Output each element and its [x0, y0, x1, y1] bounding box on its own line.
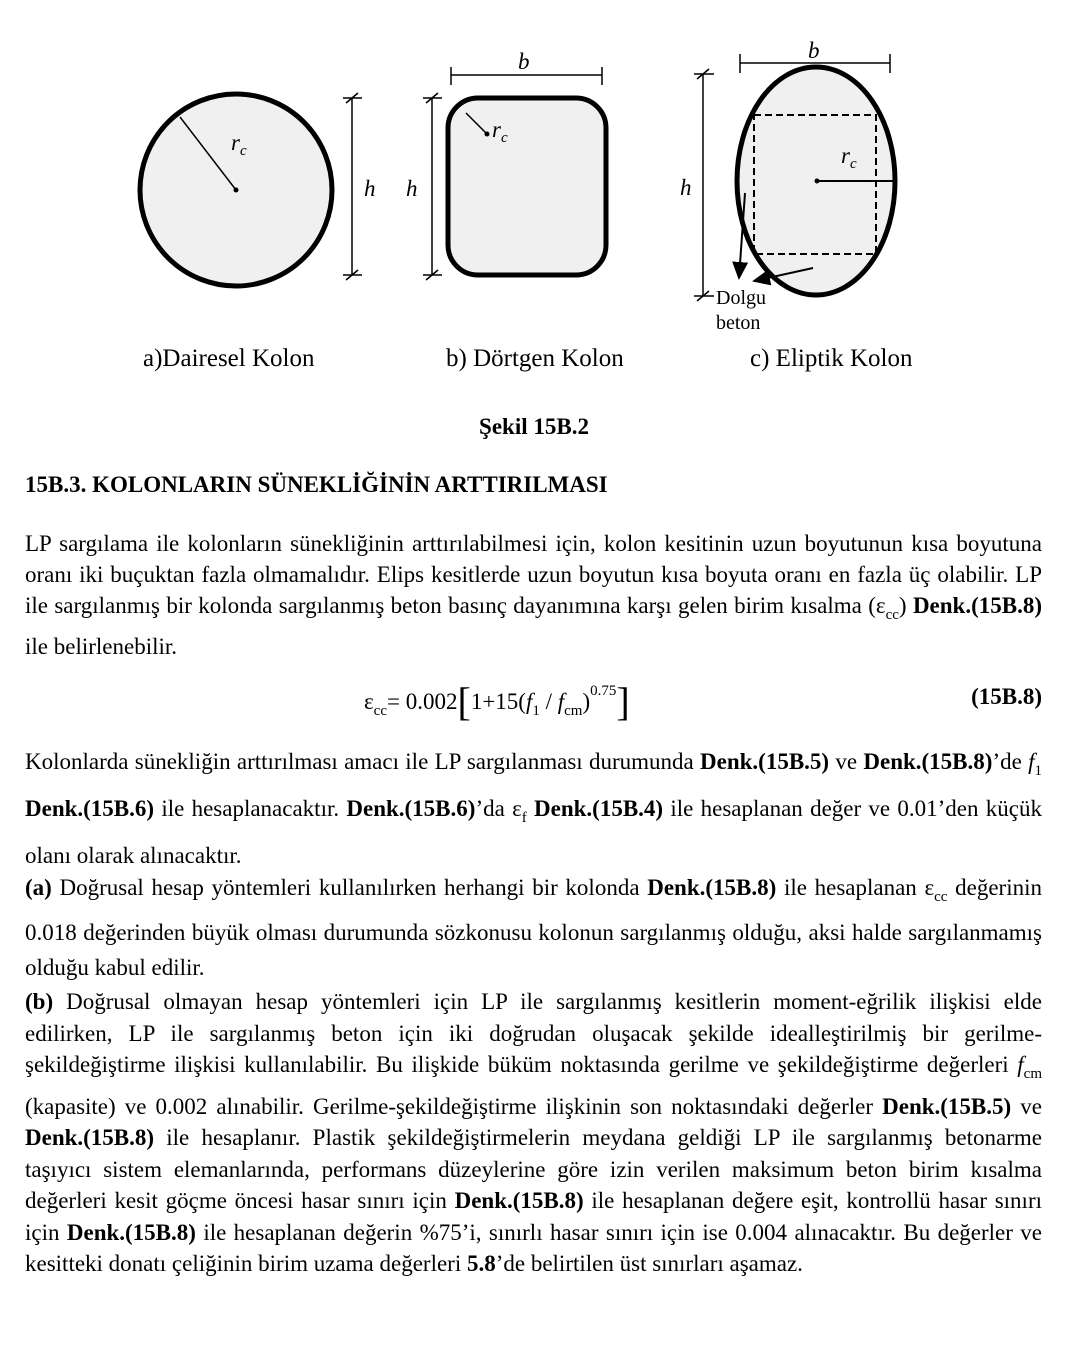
paragraph-linear-methods: (a) Doğrusal hesap yöntemleri kullanılırken herhangi bir kolonda Denk.(15B.8) ile hesaplanan $\varepsilon_{cc}$ değerinin 0.018 değerinden büyük olması durumunda sözkonusu kolonun sargılanmış olduğu, aksi halde sargılanmamış olduğu kabul edilir. — [25, 875, 1043, 980]
equation-body: $\varepsilon_{cc}= 0.002[1+15(f_1 / f_{cm})^{0.75}]$ — [364, 679, 630, 724]
figure-title: Şekil 15B.2 — [479, 414, 589, 439]
radius-label: $r_c$ — [841, 143, 857, 172]
radius-label: $r_c$ — [492, 117, 508, 146]
equation-reference: Denk.(15B.8) — [454, 1188, 584, 1213]
figure-15b2 — [0, 0, 1068, 400]
fill-concrete-label: Dolgu — [716, 287, 766, 309]
caption-elliptic-column: c) Eliptik Kolon — [750, 345, 913, 372]
equation-reference: Denk.(15B.5) — [700, 749, 830, 774]
text: ile belirlenebilir. — [25, 634, 178, 659]
caption-rectangular-column: b) Dörtgen Kolon — [446, 345, 624, 372]
item-label-b: (b) — [25, 989, 54, 1014]
equation-reference: Denk.(15B.8) — [647, 875, 777, 900]
equation-reference: Denk.(15B.8) — [66, 1219, 196, 1245]
equation-reference: Denk.(15B.8) — [25, 1125, 155, 1150]
width-dimension-b — [451, 49, 602, 85]
svg-text:b: b — [808, 38, 820, 63]
equation-number: (15B.8) — [971, 684, 1042, 709]
section-reference: 5.8 — [466, 1251, 496, 1276]
caption-circular-column: a)Dairesel Kolon — [143, 345, 315, 372]
equation-reference: Denk.(15B.6) — [25, 796, 155, 821]
circular-column — [140, 94, 332, 286]
fill-concrete-label: beton — [716, 312, 761, 334]
elliptic-column — [716, 67, 895, 334]
height-dimension-a — [343, 93, 376, 280]
equation-reference: Denk.(15B.6) — [346, 796, 476, 821]
svg-text:b: b — [518, 49, 530, 74]
paragraph-ductility: Kolonlarda sünekliğin arttırılması amacı ile LP sargılanması durumunda Denk.(15B.5) ve Denk.(15B.8)’de $f_1$ Denk.(15B.6) ile hesaplanacaktır. Denk.(15B.6)’da $\varepsilon_f$ Denk.(15B.4) ile hesaplanan değer ve 0.01’den küçük olanı olarak alınacaktır. — [25, 749, 1042, 868]
text: LP sargılama ile kolonların sünekliğinin arttırılabilmesi için, kolon kesitinin uzun boyutunun kısa boyutuna oranı iki buçuktan fazla olmamalıdır. Elips kesitlerde uzun boyutun kısa boyuta oranı en fazla üç olabilir. LP ile sargılanmış bir kolonda sargılanmış beton basınç dayanımına karşı gelen birim kısalma ( — [25, 531, 1042, 618]
equation-reference: Denk.(15B.4) — [534, 796, 664, 821]
svg-text:h: h — [406, 176, 418, 201]
svg-text:h: h — [680, 175, 692, 200]
rectangular-column — [448, 98, 606, 275]
epsilon-cc-symbol: $\varepsilon_{cc}$ — [875, 593, 899, 623]
text: ) — [898, 593, 913, 618]
paragraph-intro — [25, 528, 1042, 662]
equation-15b8 — [0, 672, 1068, 728]
equation-reference: Denk.(15B.8) — [912, 593, 1042, 618]
equation-reference: Denk.(15B.5) — [882, 1093, 1012, 1119]
section-heading: 15B.3. KOLONLARIN SÜNEKLİĞİNİN ARTTIRILMASI — [25, 472, 608, 497]
paragraph-nonlinear-methods: (b) Doğrusal olmayan hesap yöntemleri için LP ile sargılanmış kesitlerin moment-eğrilik ilişkisi elde edilirken, LP ile sargılanmış beton için iki doğrudan oluşacak şekilde idealleştirilmiş bir gerilme-şekildeğiştirme ilişkisi kullanılabilir. Bu ilişkide büküm noktasında gerilme ve şekildeğiştirme değerleri $f_{cm}$ (kapasite) ve 0.002 alınabilir. Gerilme-şekildeğiştirme ilişkinin son noktasındaki değerler Denk.(15B.5) ve Denk.(15B.8) ile hesaplanır. Plastik şekildeğiştirmelerin meydana geldiği LP ile sargılanmış betonarme taşıyıcı sistem elemanlarında, performans düzeylerine göre izin verilen maksimum beton birim kısalma değerleri kesit göçme öncesi hasar sınırı için Denk.(15B.8) ile hesaplanan değere eşit, kontrollü hasar sınırı için Denk.(15B.8) ile hesaplanan değerin %75’i, sınırlı hasar sınırı için ise 0.004 alınacaktır. Bu değerler ve kesitteki donatı çeliğinin birim uzama değerleri 5.8’de belirtilen üst sınırları aşamaz. — [25, 989, 1042, 1276]
height-dimension-b — [406, 93, 442, 280]
svg-text:h: h — [364, 176, 376, 201]
equation-reference: Denk.(15B.8) — [863, 749, 993, 774]
height-dimension-c — [680, 69, 714, 301]
radius-label: $r_c$ — [231, 130, 247, 159]
column-sections-diagram — [0, 0, 1068, 345]
item-label-a: (a) — [25, 875, 52, 900]
